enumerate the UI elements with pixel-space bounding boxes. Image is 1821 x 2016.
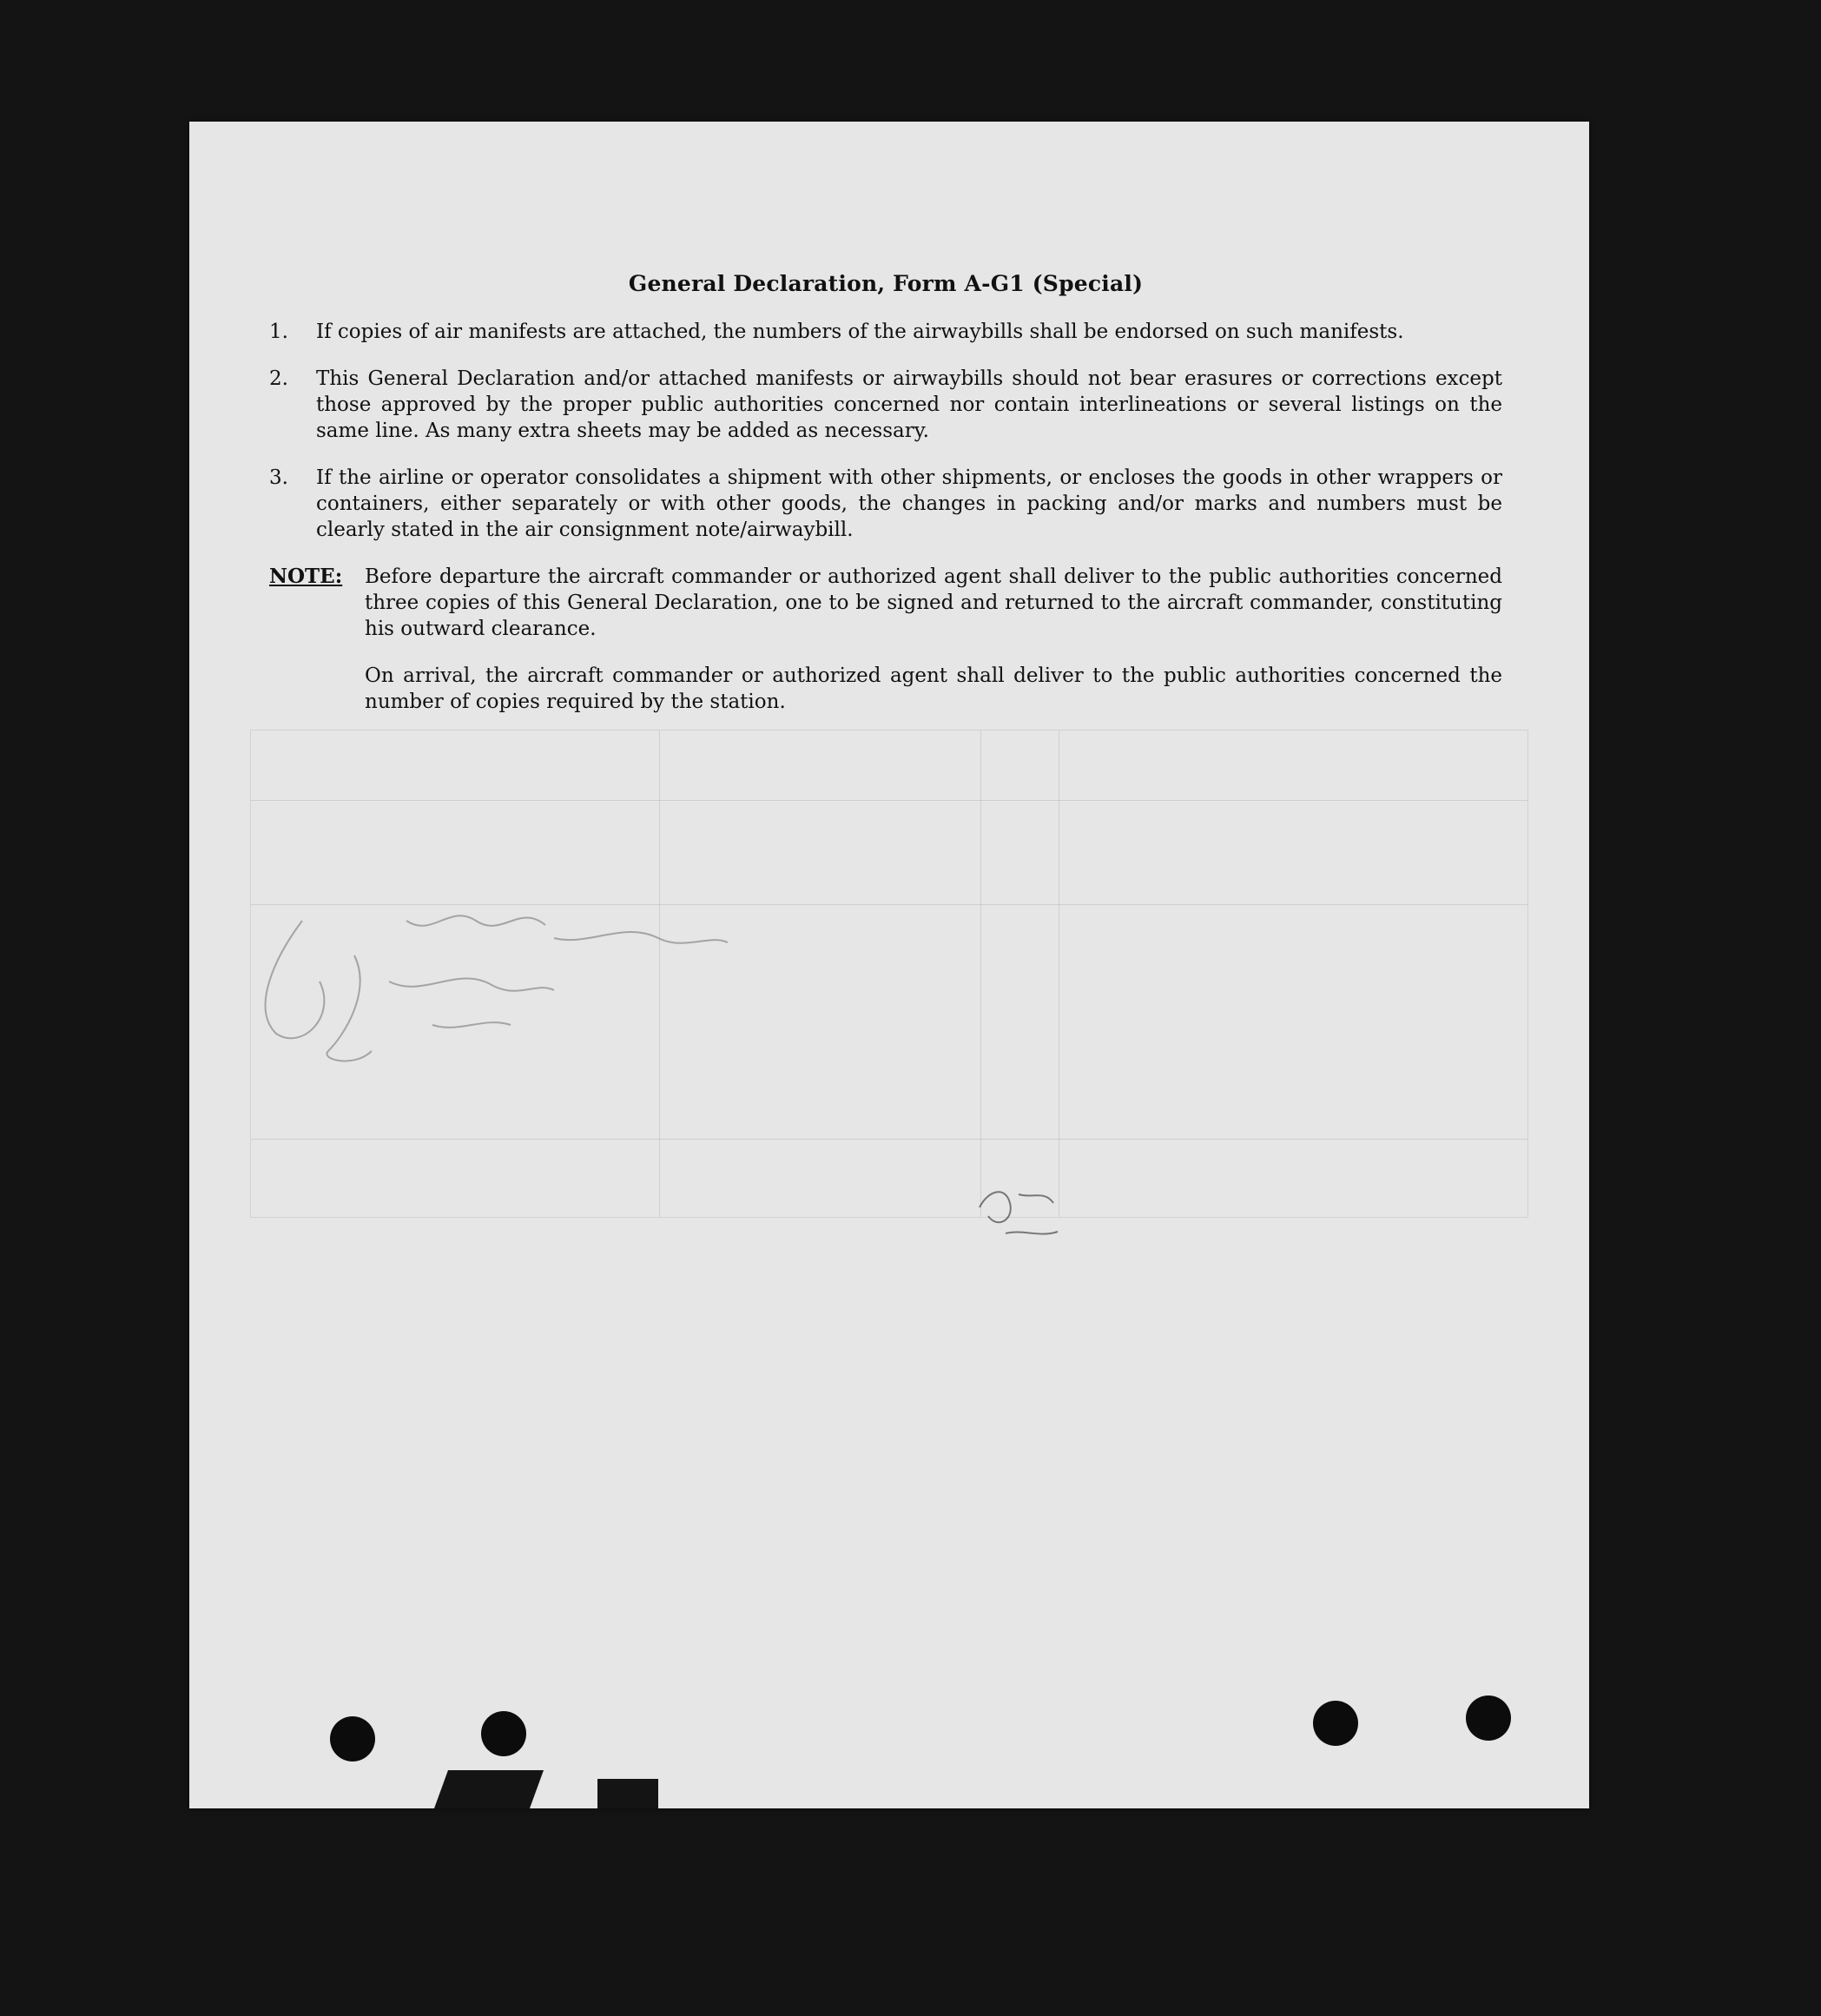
punch-hole bbox=[481, 1711, 526, 1756]
note-paragraph-arrival: On arrival, the aircraft commander or authorized agent shall deliver to the public authorities concerned the number of copies required by the station. bbox=[365, 664, 1502, 713]
instruction-item bbox=[269, 465, 1502, 543]
document-page bbox=[189, 122, 1589, 1808]
item-number: 2. bbox=[269, 367, 288, 390]
item-number: 1. bbox=[269, 321, 288, 343]
item-text: If copies of air manifests are attached, the numbers of the airwaybills shall be endorsed on such manifests. bbox=[316, 321, 1404, 343]
item-text: If the airline or operator consolidates a shipment with other shipments, or encloses the goods in other wrappers or containers, either separately or with other goods, the changes in packing and/or marks and numbers must be clearly stated in the air consignment note/airwaybill. bbox=[316, 466, 1502, 541]
instruction-item bbox=[269, 319, 1502, 345]
document-title: General Declaration, Form A-G1 (Special) bbox=[628, 271, 1144, 296]
item-number: 3. bbox=[269, 466, 288, 489]
item-text: This General Declaration and/or attached manifests or airwaybills should not bear erasures or corrections except those approved by the proper public authorities concerned nor contain interlineations or several listings on the same line. As many extra sheets may be added as necessary. bbox=[316, 367, 1502, 442]
torn-edge bbox=[434, 1770, 544, 1808]
declaration-instructions bbox=[269, 271, 1502, 715]
note-block bbox=[269, 564, 1502, 642]
handwritten-marks bbox=[224, 886, 1092, 1320]
note-label: NOTE: bbox=[269, 565, 343, 588]
punch-hole bbox=[1466, 1695, 1511, 1741]
instruction-item bbox=[269, 366, 1502, 444]
punch-hole bbox=[330, 1716, 375, 1762]
punch-hole bbox=[1313, 1701, 1358, 1746]
torn-edge bbox=[597, 1779, 658, 1808]
note-paragraph: Before departure the aircraft commander or authorized agent shall deliver to the public authorities concerned three copies of this General Declaration, one to be signed and returned to the aircraft commander, constituting his outward clearance. bbox=[365, 565, 1502, 640]
